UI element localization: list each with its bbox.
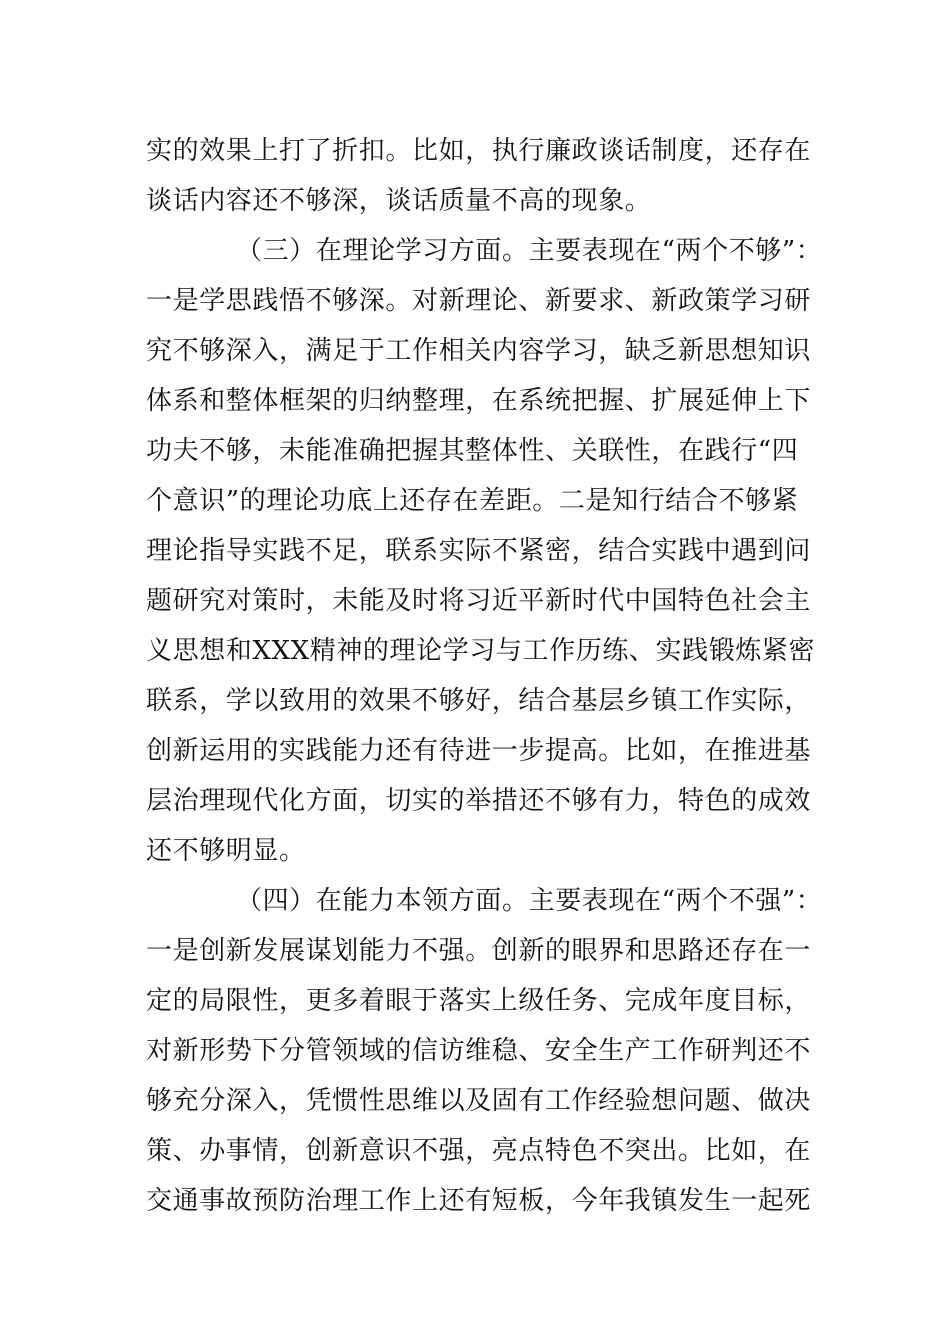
text-line: 创新运用的实践能力还有待进一步提高。比如，在推进基 <box>146 736 812 766</box>
text-line: 究不够深入，满足于工作相关内容学习，缺乏新思想知识 <box>146 336 812 366</box>
text-line: 功夫不够，未能准确把握其整体性、关联性，在践行“四 <box>146 436 799 466</box>
text-line: 体系和整体框架的归纳整理，在系统把握、扩展延伸上下 <box>146 386 812 416</box>
section-heading-4: （四）在能力本领方面。主要表现在“两个不强”： <box>236 886 823 916</box>
text-line: 一是学思践悟不够深。对新理论、新要求、新政策学习研 <box>146 286 812 316</box>
text-line: 交通事故预防治理工作上还有短板，今年我镇发生一起死 <box>146 1186 812 1216</box>
text-line: 实的效果上打了折扣。比如，执行廉政谈话制度，还存在 <box>146 136 812 166</box>
text-line: 还不够明显。 <box>146 836 306 866</box>
text-line: 够充分深入，凭惯性思维以及固有工作经验想问题、做决 <box>146 1086 812 1116</box>
text-line: 策、办事情，创新意识不强，亮点特色不突出。比如，在 <box>146 1136 812 1166</box>
text-line: 义思想和XXX精神的理论学习与工作历练、实践锻炼紧密 <box>146 636 816 666</box>
text-line: 定的局限性，更多着眼于落实上级任务、完成年度目标， <box>146 986 812 1016</box>
text-line: 联系，学以致用的效果不够好，结合基层乡镇工作实际， <box>146 686 812 716</box>
section-heading-3: （三）在理论学习方面。主要表现在“两个不够”： <box>236 236 823 266</box>
text-line: 对新形势下分管领域的信访维稳、安全生产工作研判还不 <box>146 1036 812 1066</box>
text-line: 个意识”的理论功底上还存在差距。二是知行结合不够紧 <box>146 486 799 516</box>
text-line: 层治理现代化方面，切实的举措还不够有力，特色的成效 <box>146 786 812 816</box>
text-line: 题研究对策时，未能及时将习近平新时代中国特色社会主 <box>146 586 812 616</box>
text-line: 一是创新发展谋划能力不强。创新的眼界和思路还存在一 <box>146 936 812 966</box>
text-line: 谈话内容还不够深，谈话质量不高的现象。 <box>146 186 652 216</box>
text-line: 理论指导实践不足，联系实际不紧密，结合实践中遇到问 <box>146 536 812 566</box>
